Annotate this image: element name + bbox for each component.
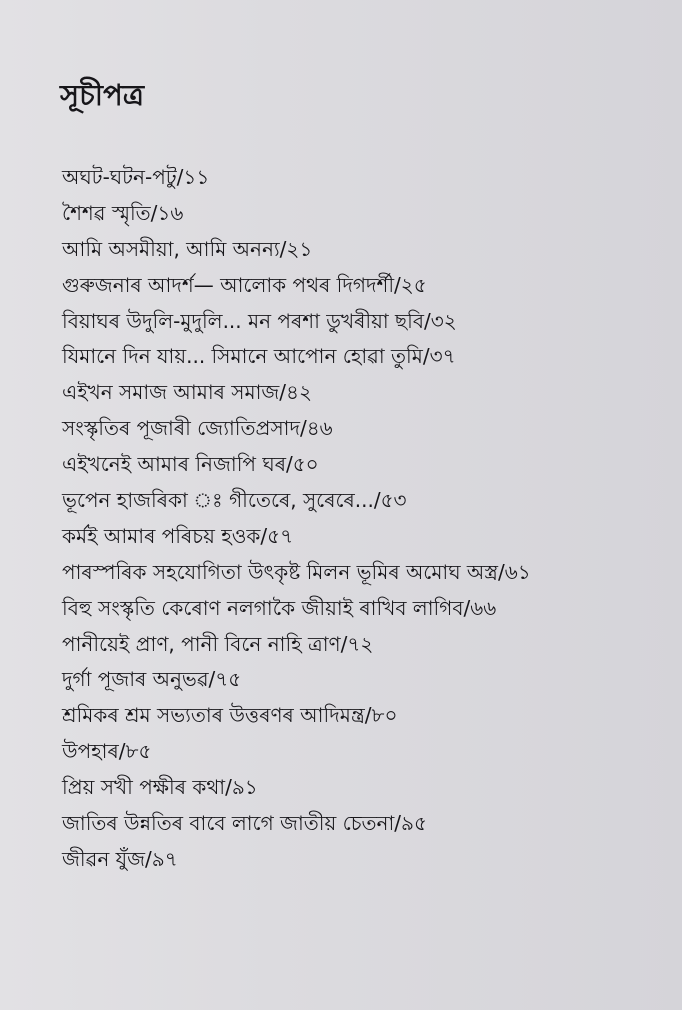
toc-entry: বিয়াঘৰ উদুলি-মুদুলি... মন পৰশা ডুখৰীয়া ছবি/৩২ bbox=[62, 308, 457, 333]
toc-entry: যিমানে দিন যায়... সিমানে আপোন হোৱা তুমি/৩৭ bbox=[62, 344, 456, 369]
toc-entry: পাৰস্পৰিক সহযোগিতা উৎকৃষ্ট মিলন ভূমিৰ অমোঘ অস্ত্ৰ/৬১ bbox=[62, 559, 531, 584]
toc-entry: বিহু সংস্কৃতি কেৰোণ নলগাকৈ জীয়াই ৰাখিব লাগিব/৬৬ bbox=[62, 595, 497, 620]
toc-entry: জীৱন যুঁজ/৯৭ bbox=[62, 846, 178, 871]
toc-entry: আমি অসমীয়া, আমি অনন্য/২১ bbox=[62, 236, 313, 261]
table-of-contents bbox=[62, 160, 531, 878]
toc-entry: জাতিৰ উন্নতিৰ বাবে লাগে জাতীয় চেতনা/৯৫ bbox=[62, 811, 427, 836]
page-title: সূচীপত্ৰ bbox=[60, 78, 145, 113]
toc-entry: কৰ্মই আমাৰ পৰিচয় হওক/৫৭ bbox=[62, 523, 294, 548]
toc-entry: শৈশৱ স্মৃতি/১৬ bbox=[62, 200, 184, 225]
toc-entry: দুৰ্গা পূজাৰ অনুভৱ/৭৫ bbox=[62, 667, 242, 692]
toc-entry: শ্ৰমিকৰ শ্ৰম সভ্যতাৰ উত্তৰণৰ আদিমন্ত্ৰ/৮০ bbox=[62, 703, 398, 728]
toc-entry: প্ৰিয় সখী পক্ষীৰ কথা/৯১ bbox=[62, 775, 258, 800]
toc-entry: এইখনেই আমাৰ নিজাপি ঘৰ/৫০ bbox=[62, 452, 319, 477]
toc-entry: পানীয়েই প্ৰাণ, পানী বিনে নাহি ত্ৰাণ/৭২ bbox=[62, 631, 374, 656]
toc-entry: অঘট-ঘটন-পটু/১১ bbox=[62, 165, 210, 189]
toc-entry: সংস্কৃতিৰ পূজাৰী জ্যোতিপ্ৰসাদ/৪৬ bbox=[62, 416, 333, 441]
toc-entry: গুৰুজনাৰ আদৰ্শ— আলোক পথৰ দিগদৰ্শী/২৫ bbox=[62, 272, 427, 297]
toc-entry: উপহাৰ/৮৫ bbox=[62, 739, 152, 764]
toc-entry: ভূপেন হাজৰিকা ঃ গীতেৰে, সুৰেৰে.../৫৩ bbox=[62, 488, 407, 513]
toc-entry: এইখন সমাজ আমাৰ সমাজ/৪২ bbox=[62, 380, 312, 405]
